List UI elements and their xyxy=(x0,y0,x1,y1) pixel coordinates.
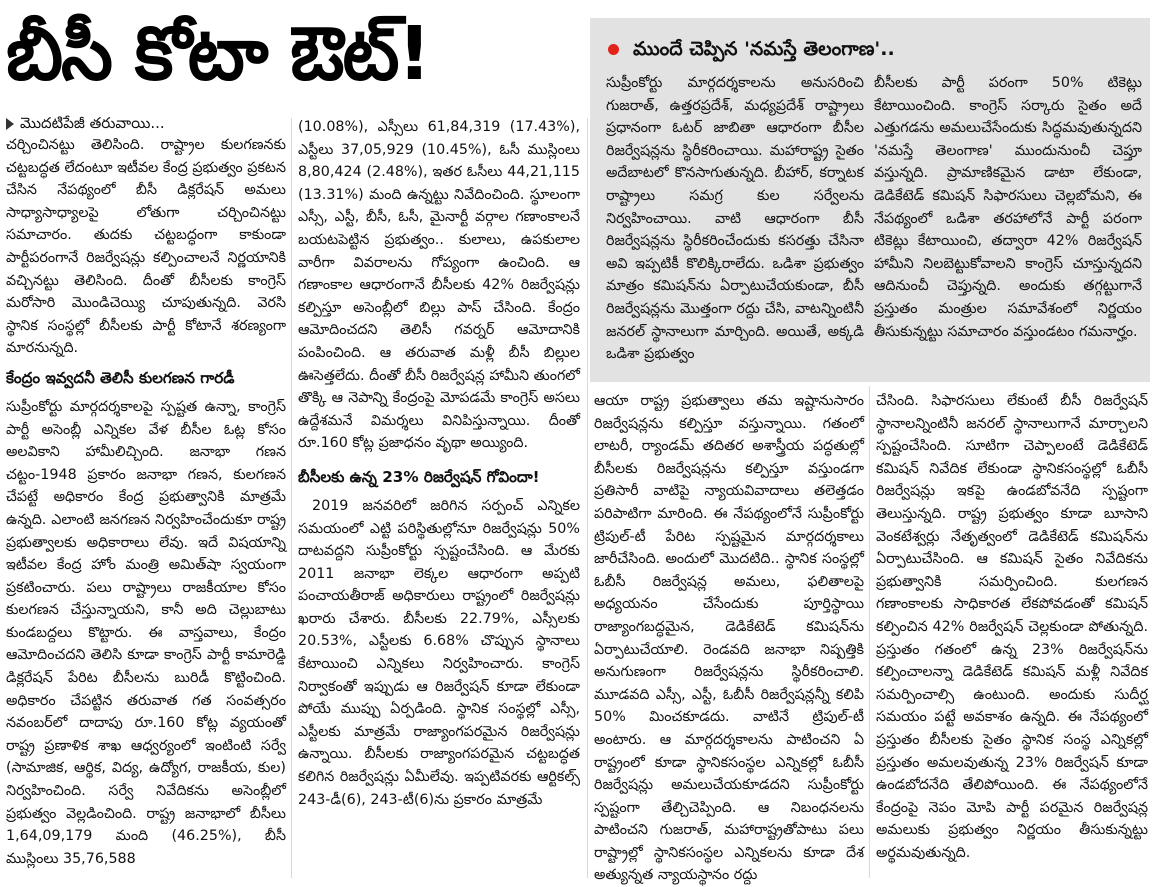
paragraph: (10.08%), ఎస్సీలు 61,84,319 (17.43%), ఎస్టీలు 37,05,929 (10.45%), ఓసీ ముస్లింలు 8,80,424 (2.48%), ఇతర ఓసీలు 44,21,115 (13.31%) మంది ఉన్నట్టు నివేదించింది. స్థూలంగా ఎస్సీ, ఎస్టీ, బీసీ, ఓసీ, మైనార్టీ వర్గాల గణాంకాలనే బయటపెట్టిన ప్రభుత్వం.. కులాలు, ఉపకులాల వారీగా వివరాలను గోప్యంగా ఉంచింది. ఆ గణాంకాల ఆధారంగానే బీసీలకు 42% రిజర్వేషన్లు కల్పిస్తూ అసెంబ్లీలో బిల్లు పాస్‌ చేసింది. కేంద్రం ఆమోదించదని తెలిసీ గవర్నర్‌ ఆమోదానికి పంపించింది. ఆ తరువాత మళ్లీ బీసీ బిల్లుల ఊసెత్తలేదు. దీంతో బీసీ రిజర్వేషన్ల హామీని తుంగలో తొక్కి ఆ నెపాన్ని కేంద్రంపై మోపడమే కాంగ్రెస్‌ అసలు ఉద్దేశమనే విమర్శలు వినిపిస్తున్నాయి. దీంతో రూ.160 కోట్ల ప్రజాధనం వృథా అయ్యింది. xyxy=(298,119,580,452)
subheading: కేంద్రం ఇవ్వదనీ తెలిసీ కులగణన గారడీ xyxy=(6,368,235,387)
sidebar-title xyxy=(608,32,1138,66)
kicker-text: మొదటిపేజీ తరువాయి... xyxy=(20,114,165,132)
column-divider xyxy=(291,118,292,878)
paragraph: 2019 జనవరిలో జరిగిన సర్పంచ్‌ ఎన్నికల సమయంలో ఎట్టి పరిస్థితుల్లోనూ రిజర్వేషన్లు 50% దాటవద్దని సుప్రీంకోర్టు స్పష్టంచేసింది. ఆ మేరకు 2011 జనాభా లెక్కల ఆధారంగా అప్పటి పంచాయతీరాజ్‌ అధికారులు రాష్ట్రంలో రిజర్వేషన్లు ఖరారు చేశారు. బీసీలకు 22.79%, ఎస్సీలకు 20.53%, ఎస్టీలకు 6.68% చొప్పున స్థానాలు కేటాయించి ఎన్నికలు నిర్వహించారు. కాంగ్రెస్‌ నిర్వాకంతో ఇప్పుడు ఆ రిజర్వేషన్‌ కూడా లేకుండా పోయే ముప్పు ఏర్పడింది. స్థానిక సంస్థల్లో ఎస్సీ, ఎస్టీలకు మాత్రమే రాజ్యాంగపరమైన రిజర్వేషన్లు ఉన్నాయి. బీసీలకు రాజ్యాంగపరమైన చట్టబద్ధత కలిగిన రిజర్వేషన్లు ఏమీలేవు. ఇప్పటివరకు ఆర్టికల్స్‌ 243-డీ(6), 243-టీ(6)ను ప్రకారం మాత్రమే xyxy=(298,497,580,808)
subheading: బీసీలకు ఉన్న 23% రిజర్వేషన్‌ గోవిందా! xyxy=(298,467,540,486)
column-divider xyxy=(869,386,870,878)
article-column-1 xyxy=(6,134,286,874)
paragraph: ఆయా రాష్ట్ర ప్రభుత్వాలు తమ ఇష్టానుసారం రిజర్వేషన్లను కల్పిస్తూ వస్తున్నాయి. గతంలో లాటరీ, ర్యాండమ్‌ తదితర అశాస్త్రీయ పద్ధతుల్లో బీసీలకు రిజర్వేషన్లను కల్పిస్తూ వస్తుండగా ప్రతిసారీ వాటిపై న్యాయవివాదాలు తలెత్తడం పరిపాటిగా మారింది. ఈ నేపథ్యంలోనే సుప్రీంకోర్టు ట్రిపుల్‌-టీ పేరిట స్పష్టమైన మార్గదర్శకాలు జారీచేసింది. అందులో మొదటిది.. స్థానిక సంస్థల్లో ఓబీసీ రిజర్వేషన్ల అమలు, ఫలితాలపై అధ్యయనం చేసేందుకు పూర్తిస్థాయి రాజ్యాంగబద్ధమైన, డెడికేటెడ్‌ కమిషన్‌ను ఏర్పాటుచేయాలి. రెండవది జనాభా నిష్పత్తికి అనుగుణంగా రిజర్వేషన్లను స్థిరీకరించాలి. మూడవది ఎస్సీ, ఎస్టీ, ఓబీసీ రిజర్వేషన్లన్నీ కలిపి 50% మించకూడదు. వాటినే ట్రిపుల్‌-టీ అంటారు. ఆ మార్గదర్శకాలను పాటించని ఏ రాష్ట్రంలో కూడా స్థానికసంస్థల ఎన్నికల్లో ఓబీసీ రిజర్వేషన్లు అమలుచేయకూడదని సుప్రీంకోర్టు స్పష్టంగా తేల్చిచెప్పింది. ఆ నిబంధనలను పాటించని గుజరాత్‌, మహారాష్ట్రతోపాటు పలు రాష్ట్రాల్లో స్థానికసంస్థల ఎన్నికలను కూడా దేశ అత్యున్నత న్యాయస్థానం రద్దు xyxy=(594,393,864,884)
continued-from-front-page xyxy=(6,112,296,134)
red-bullet-icon xyxy=(608,44,619,55)
arrow-icon xyxy=(6,118,14,130)
sidebar-column-2 xyxy=(874,72,1142,378)
sidebar-column-1 xyxy=(606,72,864,378)
article-column-4 xyxy=(876,390,1148,874)
paragraph: బీసీలకు పార్టీ పరంగా 50% టికెట్లు కేటాయించింది. కాంగ్రెస్‌ సర్కారు సైతం అదే ఎత్తుగడను అమలుచేసేందుకు సిద్ధమవుతున్నదని 'నమస్తే తెలంగాణ' ముందునుంచీ చెప్తూ వస్తున్నది. ప్రామాణికమైన డాటా లేకుండా, డెడికేటెడ్‌ కమిషన్‌ సిఫారసులు చెల్లబోమని, ఈ నేపథ్యంలో ఒడిశా తరహాలోనే పార్టీ పరంగా టికెట్లు కేటాయించి, తద్వారా 42% రిజర్వేషన్‌ హామీని నిలబెట్టుకోవాలని కాంగ్రెస్‌ చూస్తున్నదని ఆదినుంచీ చెప్తున్నది. అందుకు తగ్గట్టుగానే ప్రస్తుతం మంత్రుల సమావేశంలో నిర్ణయం తీసుకున్నట్టు సమాచారం వస్తుండటం గమనార్హం. xyxy=(874,75,1142,340)
paragraph: చర్చించినట్టు తెలిసింది. రాష్ట్రాల కులగణనకు చట్టబద్ధత లేదంటూ ఇటీవల కేంద్ర ప్రభుత్వం ప్రకటన చేసిన నేపథ్యంలో బీసీ డిక్లరేషన్‌ అమలు సాధ్యాసాధ్యాలపై లోతుగా చర్చించినట్టు సమాచారం. తుదకు చట్టబద్ధంగా కాకుండా పార్టీపరంగానే రిజర్వేషన్లు కల్పించాలనే నిర్ణయానికి వచ్చినట్టు తెలిసింది. దీంతో బీసీలకు కాంగ్రెస్‌ మరోసారి మొండిచెయ్యి చూపుతున్నది. వెరసి స్థానిక సంస్థల్లో బీసీలకు పార్టీ కోటానే శరణ్యంగా మారనున్నది. xyxy=(6,137,286,357)
paragraph: చేసింది. సిఫారసులు లేకుంటే బీసీ రిజర్వేషన్‌ స్థానాలన్నింటినీ జనరల్‌ స్థానాలుగానే మార్చాలని స్పష్టంచేసింది. సూటిగా చెప్పాలంటే డెడికేటెడ్‌ కమిషన్‌ నివేదిక లేకుండా స్థానికసంస్థల్లో ఓబీసీ రిజర్వేషన్లు ఇకపై ఉండబోవనేది స్పష్టంగా తెలుస్తున్నది. రాష్ట్ర ప్రభుత్వం కూడా బూసాని వెంకటేశ్వర్లు నేతృత్వంలో డెడికేటెడ్‌ కమిషన్‌ను ఏర్పాటుచేసింది. ఆ కమిషన్‌ సైతం నివేదికను ప్రభుత్వానికి సమర్పించింది. కులగణన గణాంకాలకు సాధికారత లేకపోవడంతో కమిషన్‌ కల్పించిన 42% రిజర్వేషన్‌ చెల్లకుండా పోతున్నది. ప్రస్తుతం గతంలో ఉన్న 23% రిజర్వేషన్‌ను కల్పించాలన్నా డెడికేటెడ్‌ కమిషన్‌ మళ్లీ నివేదిక సమర్పించాల్సి ఉంటుంది. అందుకు సుదీర్ఘ సమయం పట్టే అవకాశం ఉన్నది. ఈ నేపథ్యంలో ప్రస్తుతం బీసీలకు సైతం స్థానిక సంస్థ ఎన్నికల్లో ప్రస్తుతం అమలవుతున్న 23% రిజర్వేషన్‌ కూడా ఉండబోదనేది తేలిపోయింది. ఈ నేపథ్యంలోనే కేంద్రంపై నెపం మోపి పార్టీ పరమైన రిజర్వేషన్ల అమలుకు ప్రభుత్వం నిర్ణయం తీసుకున్నట్టు అర్థమవుతున్నది. xyxy=(876,393,1148,861)
article-column-2 xyxy=(298,116,580,874)
paragraph: సుప్రీంకోర్టు మార్గదర్శకాలను అనుసరించి గుజరాత్‌, ఉత్తరప్రదేశ్‌, మధ్యప్రదేశ్‌ రాష్ట్రాలు ప్రధానంగా ఓటర్‌ జాబితా ఆధారంగా బీసీల రిజర్వేషన్లను స్థిరీకరించాయి. మహారాష్ట్ర సైతం అదేబాటలో కొనసాగుతున్నది. బీహార్‌, కర్నాటక రాష్ట్రాలు సమగ్ర కుల సర్వేలను నిర్వహించాయి. వాటి ఆధారంగా బీసీ రిజర్వేషన్లను స్థిరీకరించేందుకు కసరత్తు చేసినా అవి ఇప్పటికీ కొలిక్కిరాలేదు. ఒడిశా ప్రభుత్వం మాత్రం కమిషన్‌ను ఏర్పాటుచేయకుండా, బీసీ రిజర్వేషన్లను మొత్తంగా రద్దు చేసి, వాటన్నింటినీ జనరల్‌ స్థానాలుగా మార్చింది. అయితే, అక్కడి ఒడిశా ప్రభుత్వం xyxy=(606,75,864,363)
sidebar-title-text: ముందే చెప్పిన 'నమస్తే తెలంగాణ'.. xyxy=(633,38,895,60)
column-divider xyxy=(587,118,588,878)
paragraph: సుప్రీంకోర్టు మార్గదర్శకాలపై స్పష్టత ఉన్నా, కాంగ్రెస్‌ పార్టీ అసెంబ్లీ ఎన్నికల వేళ బీసీల ఓట్ల కోసం అలవికాని హామీలిచ్చింది. జనాభా గణన చట్టం-1948 ప్రకారం జనాభా గణన, కులగణన చేపట్టే అధికారం కేంద్ర ప్రభుత్వానికి మాత్రమే ఉన్నది. ఎలాంటి జనగణన నిర్వహించేందుకూ రాష్ట్ర ప్రభుత్వాలకు అధికారాలు లేవు. ఇదే విషయాన్ని ఇటీవల కేంద్ర హోం మంత్రి అమిత్‌షా స్వయంగా ప్రకటించారు. పలు రాష్ట్రాలు రాజకీయాల కోసం కులగణన చేస్తున్నాయని, కానీ అది చెల్లుబాటు కుండబద్దలు కొట్టారు. ఈ వాస్తవాలు, కేంద్రం ఆమోదించదని తెలిసి కూడా కాంగ్రెస్‌ పార్టీ కామారెడ్డి డిక్లరేషన్‌ పేరిట బీసీలను బురిడీ కొట్టించింది. అధికారం చేపట్టిన తరువాత గత సంవత్సరం నవంబర్‌లో దాదాపు రూ.160 కోట్ల వ్యయంతో రాష్ట్ర ప్రణాళిక శాఖ ఆధ్వర్యంలో ఇంటింటి సర్వే (సామాజిక, ఆర్థిక, విద్య, ఉద్యోగ, రాజకీయ, కుల) నిర్వహించింది. సర్వే నివేదికను అసెంబ్లీలో ప్రభుత్వం వెల్లడించింది. రాష్ట్ర జనాభాలో బీసీలు 1,64,09,179 మంది (46.25%), బీసీ ముస్లింలు 35,76,588 xyxy=(6,398,286,867)
article-column-3 xyxy=(594,390,864,884)
headline: బీసీ కోటా ఔట్‌! xyxy=(6,11,430,97)
